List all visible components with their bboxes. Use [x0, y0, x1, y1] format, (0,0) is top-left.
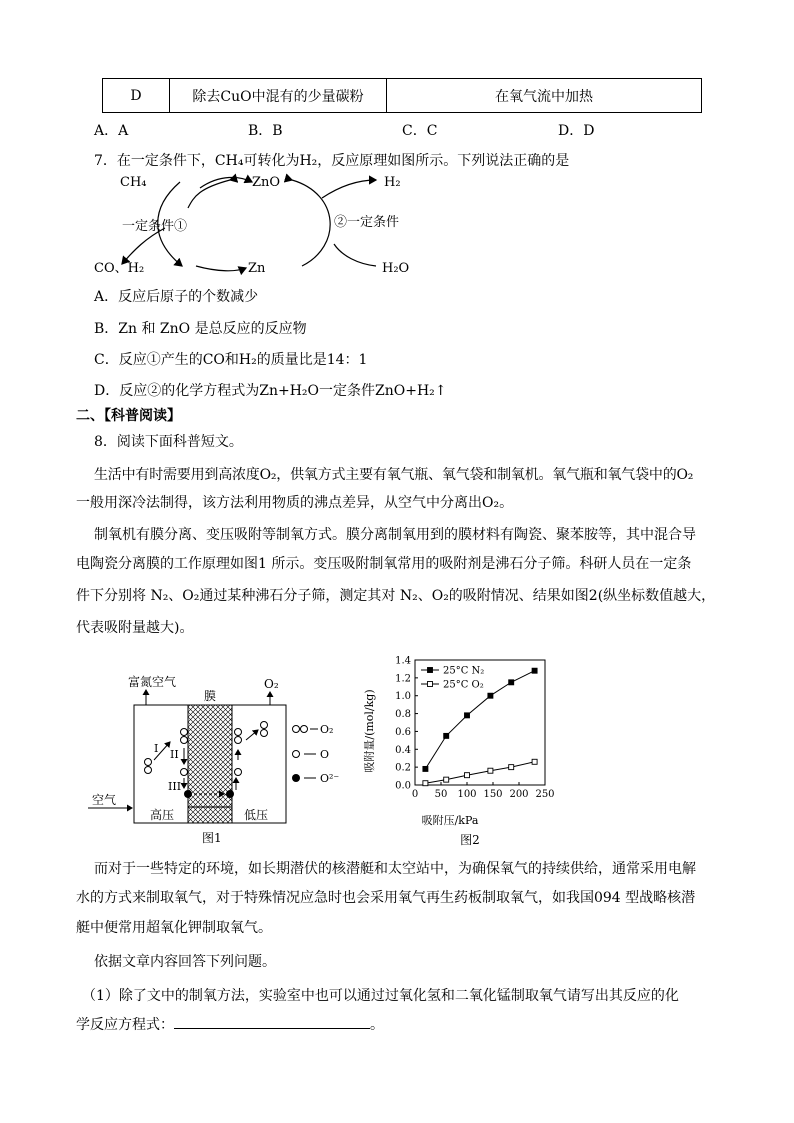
arrow-path	[200, 177, 252, 188]
paragraph-line: 一般用深冷法制得，该方法利用物质的沸点差异，从空气中分离出O₂。	[76, 495, 514, 511]
q7-stem: 7．在一定条件下，CH₄可转化为H₂，反应原理如图所示。下列说法正确的是	[94, 153, 570, 169]
paragraph-line: 代表吸附量越大)。	[76, 620, 194, 636]
figure-1-membrane	[88, 672, 378, 848]
paragraph-line: 依据文章内容回答下列问题。	[94, 954, 276, 970]
label-condition-2: ②一定条件	[334, 215, 400, 230]
low-pressure-chamber	[232, 705, 286, 823]
label-zn: Zn	[248, 261, 266, 276]
y-tick-label: 0.8	[395, 709, 411, 721]
question-1-answer-line	[76, 1014, 384, 1034]
legend-o: O	[320, 748, 330, 761]
label-step-ii: II	[170, 748, 179, 761]
q6-option-b: B．B	[248, 123, 283, 139]
label-h2: H₂	[384, 175, 401, 190]
data-point	[509, 680, 514, 685]
paragraph-line: 而对于一些特定的环境，如长期潜伏的核潜艇和太空站中，为确保氧气的持续供给，通常采用电解	[94, 861, 696, 877]
arrow-path	[322, 180, 376, 198]
paragraph-line: 生活中有时需要用到高浓度O₂，供氧方式主要有氧气瓶、氧气袋和制氧机。氧气瓶和氧气袋中的O₂	[94, 467, 694, 483]
data-point	[509, 765, 514, 770]
answer-suffix: 。	[370, 1017, 384, 1033]
data-point	[532, 668, 537, 673]
data-point	[488, 693, 493, 698]
arrow-path	[196, 266, 246, 271]
paragraph-line: 件下分别将 N₂、O₂通过某种沸石分子筛，测定其对 N₂、O₂的吸附情况、结果如图2(纵坐标数值越大，	[76, 588, 716, 604]
y-tick-label: 1.2	[395, 673, 411, 685]
figure-1-caption: 图1	[202, 831, 222, 845]
y-tick-label: 1.0	[395, 691, 411, 703]
label-condition-1: 一定条件①	[122, 219, 188, 234]
question-1-text: （1）除了文中的制氧方法，实验室中也可以通过过氧化氢和二氧化锰制取氧气请写出其反应的化	[82, 988, 679, 1004]
y-tick-label: 0.2	[395, 762, 411, 774]
label-ch4: CH₄	[120, 175, 147, 190]
q8-stem: 8．阅读下面科普短文。	[94, 434, 243, 450]
q7-option-d: D．反应②的化学方程式为Zn+H₂O一定条件ZnO+H₂↑	[94, 383, 447, 399]
data-point	[488, 768, 493, 773]
label-step-i: I	[154, 742, 159, 755]
answer-blank[interactable]	[174, 1014, 370, 1029]
table-cell-purpose: 除去CuO中混有的少量碳粉	[170, 79, 387, 113]
y-tick-label: 0.0	[395, 780, 411, 792]
x-tick-label: 100	[457, 789, 477, 800]
table-cell-method: 在氧气流中加热	[387, 79, 702, 113]
data-point	[423, 781, 428, 786]
legend-o2-ion: O²⁻	[320, 772, 340, 785]
arrow-path	[334, 244, 376, 266]
y-tick-label: 1.4	[395, 655, 411, 667]
table-cell-label: D	[103, 79, 170, 113]
q7-option-c: C．反应①产生的CO和H₂的质量比是14：1	[94, 352, 368, 368]
answer-prefix: 学反应方程式：	[76, 1017, 174, 1033]
q6-option-a: A．A	[94, 123, 129, 139]
high-pressure-chamber	[134, 705, 188, 823]
legend-marker	[428, 682, 433, 687]
arrow-path	[188, 180, 230, 208]
label-step-iii: III	[168, 780, 182, 793]
series-line	[425, 762, 534, 783]
membrane	[188, 705, 232, 823]
x-tick-label: 150	[483, 789, 503, 800]
y-axis-label: 吸附量/(mol/kg)	[363, 689, 376, 773]
label-rich-n2-air: 富氮空气	[128, 675, 177, 689]
label-air-in: 空气	[92, 793, 117, 807]
answer-table	[102, 78, 702, 113]
legend-marker	[428, 668, 433, 673]
data-point	[465, 773, 470, 778]
figure-2-chart	[360, 645, 566, 850]
q6-option-d: D．D	[558, 123, 595, 139]
paragraph-line: 制氧机有膜分离、变压吸附等制氧方式。膜分离制氧用到的膜材料有陶瓷、聚苯胺等，其中混合导	[94, 527, 696, 543]
arrow-path	[292, 180, 330, 266]
x-tick-label: 50	[434, 789, 448, 800]
q7-option-b: B．Zn 和 ZnO 是总反应的反应物	[94, 321, 307, 337]
y-tick-label: 0.4	[395, 744, 411, 756]
label-high-pressure: 高压	[150, 808, 175, 822]
data-point	[444, 733, 449, 738]
paragraph-line: 艇中便常用超氧化钾制取氧气。	[76, 920, 272, 936]
table-row	[103, 79, 702, 113]
label-zno: ZnO	[252, 175, 281, 190]
paragraph-line: 水的方式来制取氧气，对于特殊情况应急时也会采用氧气再生药板制取氧气，如我国094 型战略核潜	[76, 890, 696, 906]
x-axis-label: 吸附压/kPa	[421, 814, 479, 827]
data-point	[465, 713, 470, 718]
label-co-h2: CO、H₂	[94, 261, 145, 276]
x-tick-label: 250	[535, 789, 555, 800]
label-h2o: H₂O	[382, 261, 410, 276]
x-tick-label: 0	[411, 789, 419, 800]
data-point	[423, 766, 428, 771]
label-membrane: 膜	[204, 689, 217, 703]
legend-label: 25°C O₂	[443, 679, 484, 691]
label-o2-out: O₂	[264, 677, 279, 691]
section-heading: 二、【科普阅读】	[76, 408, 181, 424]
x-tick-label: 200	[509, 789, 529, 800]
q7-option-a: A．反应后原子的个数减少	[94, 289, 259, 305]
label-low-pressure: 低压	[244, 808, 269, 822]
y-tick-label: 0.6	[395, 726, 411, 738]
legend-label: 25°C N₂	[443, 665, 485, 677]
data-point	[444, 777, 449, 782]
q7-reaction-diagram	[90, 168, 430, 280]
data-point	[532, 759, 537, 764]
legend-o2: O₂	[320, 723, 334, 736]
figure-2-caption: 图2	[460, 833, 480, 847]
paragraph-line: 电陶瓷分离膜的工作原理如图1 所示。变压吸附制氧常用的吸附剂是沸石分子筛。科研人员在一定条	[76, 556, 692, 572]
q6-option-c: C．C	[402, 123, 438, 139]
